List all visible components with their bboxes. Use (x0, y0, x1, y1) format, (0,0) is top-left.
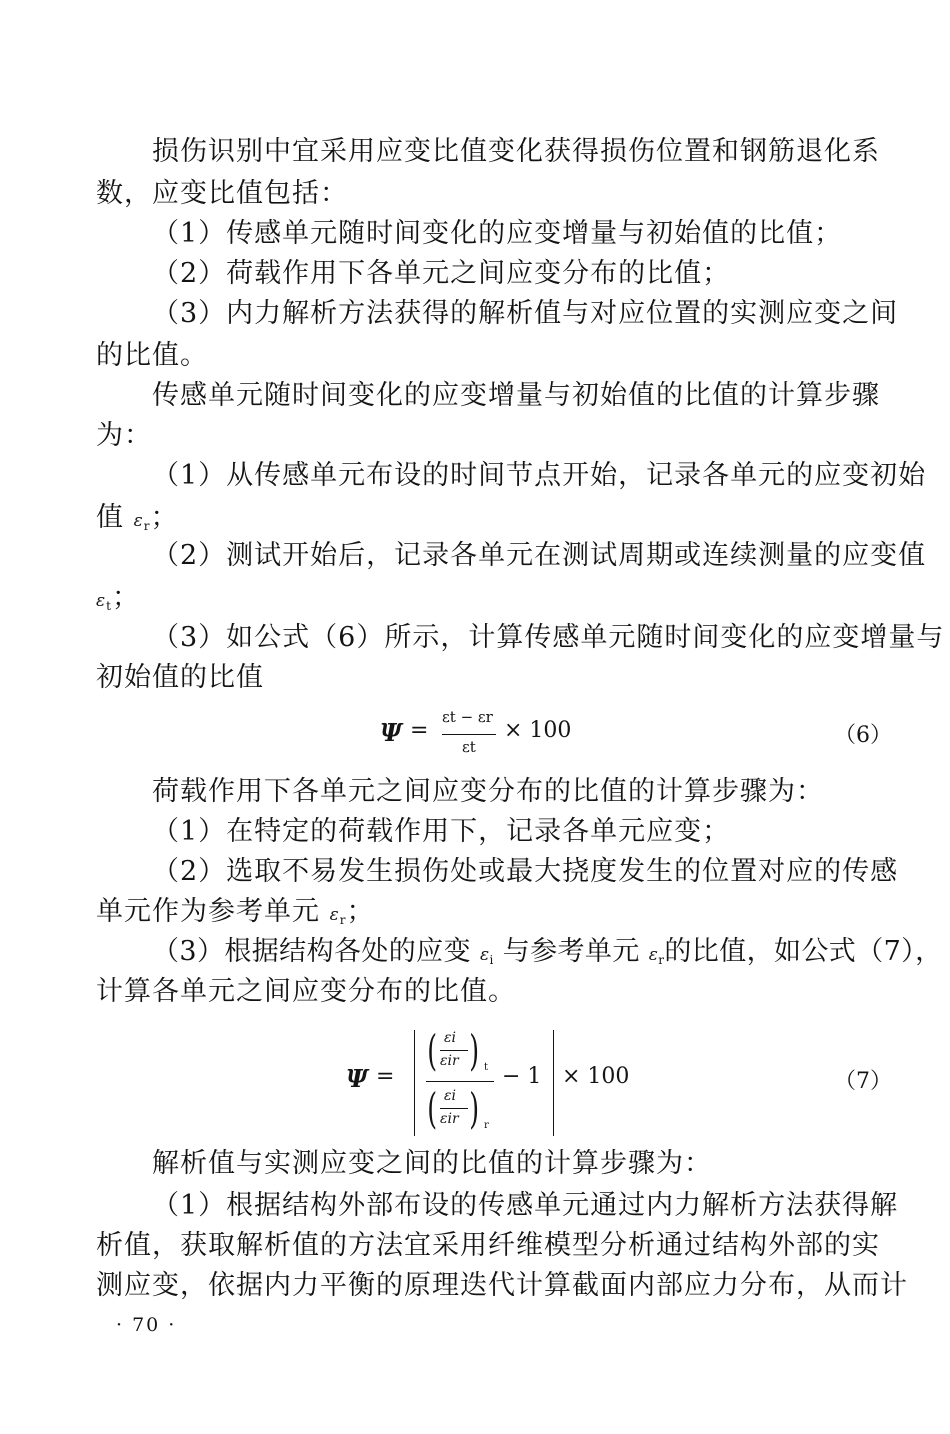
abs-bar-left (414, 1030, 415, 1136)
paren-left: ( (427, 1026, 438, 1075)
formula-epsilon-ir: εir (440, 1111, 459, 1127)
subscript-r: r (484, 1120, 489, 1131)
list-item-continuation: 测应变，依据内力平衡的原理迭代计算截面内部应力分布，从而计 (96, 1270, 908, 1301)
paragraph-line: 为： (96, 420, 152, 451)
list-item: （2）测试开始后，记录各单元在测试周期或连续测量的应变值 (152, 540, 927, 571)
formula-psi: Ψ (380, 718, 402, 747)
list-item-continuation: 计算各单元之间应变分布的比值。 (96, 976, 516, 1007)
formula-epsilon-i: εi (444, 1088, 456, 1104)
formula-epsilon-ir: εir (440, 1053, 459, 1069)
list-item: （1）从传感单元布设的时间节点开始，记录各单元的应变初始 (152, 460, 927, 491)
equation-number: （6） (834, 723, 892, 748)
equation-number: （7） (834, 1069, 892, 1094)
list-item: （3）如公式（6）所示，计算传感单元随时间变化的应变增量与 (152, 622, 945, 653)
list-item: （1）传感单元随时间变化的应变增量与初始值的比值； (152, 218, 843, 249)
formula-minus-one: − 1 (502, 1064, 542, 1089)
abs-bar-right (553, 1030, 554, 1136)
list-item-continuation: $\varepsilon_t$； (96, 582, 140, 613)
fraction-bar (442, 734, 496, 735)
paragraph-line: 损伤识别中宜采用应变比值变化获得损伤位置和钢筋退化系 (152, 136, 880, 167)
paragraph-line: 传感单元随时间变化的应变增量与初始值的比值的计算步骤 (152, 380, 880, 411)
formula-multiplier: × 100 (504, 718, 572, 743)
paragraph-line: 数，应变比值包括： (96, 178, 348, 209)
page-number: · 70 · (116, 1314, 177, 1336)
list-item-continuation: 单元作为参考单元 $\varepsilon_r$； (96, 896, 375, 927)
formula-equals: = (376, 1064, 395, 1089)
paragraph-line: 解析值与实测应变之间的比值的计算步骤为： (152, 1148, 712, 1179)
fraction-bar (440, 1050, 468, 1051)
paren-right: ) (469, 1084, 480, 1133)
list-item: （3）内力解析方法获得的解析值与对应位置的实测应变之间 (152, 298, 899, 329)
list-item-continuation: 的比值。 (96, 340, 208, 371)
formula-denominator: εt (462, 738, 476, 756)
paragraph-line: 荷载作用下各单元之间应变分布的比值的计算步骤为： (152, 776, 824, 807)
formula-epsilon-i: εi (444, 1030, 456, 1046)
formula-psi: Ψ (346, 1064, 368, 1093)
list-item-continuation: 初始值的比值 (96, 662, 264, 693)
paren-left: ( (427, 1084, 438, 1133)
list-item: （2）荷载作用下各单元之间应变分布的比值； (152, 258, 731, 289)
formula-7 (340, 1026, 660, 1142)
formula-numerator: εt − εr (442, 708, 493, 726)
formula-equals: = (410, 718, 429, 743)
fraction-bar (426, 1081, 494, 1082)
subscript-t: t (484, 1062, 489, 1073)
list-item-continuation: 析值，获取解析值的方法宜采用纤维模型分析通过结构外部的实 (96, 1230, 880, 1261)
fraction-bar (440, 1108, 468, 1109)
list-item: （1）根据结构外部布设的传感单元通过内力解析方法获得解 (152, 1190, 899, 1221)
list-item: （1）在特定的荷载作用下，记录各单元应变； (152, 816, 731, 847)
formula-multiplier: × 100 (562, 1064, 630, 1089)
list-item-continuation: 值 $\varepsilon_r$； (96, 502, 179, 533)
list-item: （2）选取不易发生损伤处或最大挠度发生的位置对应的传感 (152, 856, 899, 887)
list-item: （3）根据结构各处的应变 $\varepsilon_i$ 与参考单元 $\varepsilon_r$的比值，如公式（7）， (152, 936, 943, 967)
paren-right: ) (469, 1026, 480, 1075)
